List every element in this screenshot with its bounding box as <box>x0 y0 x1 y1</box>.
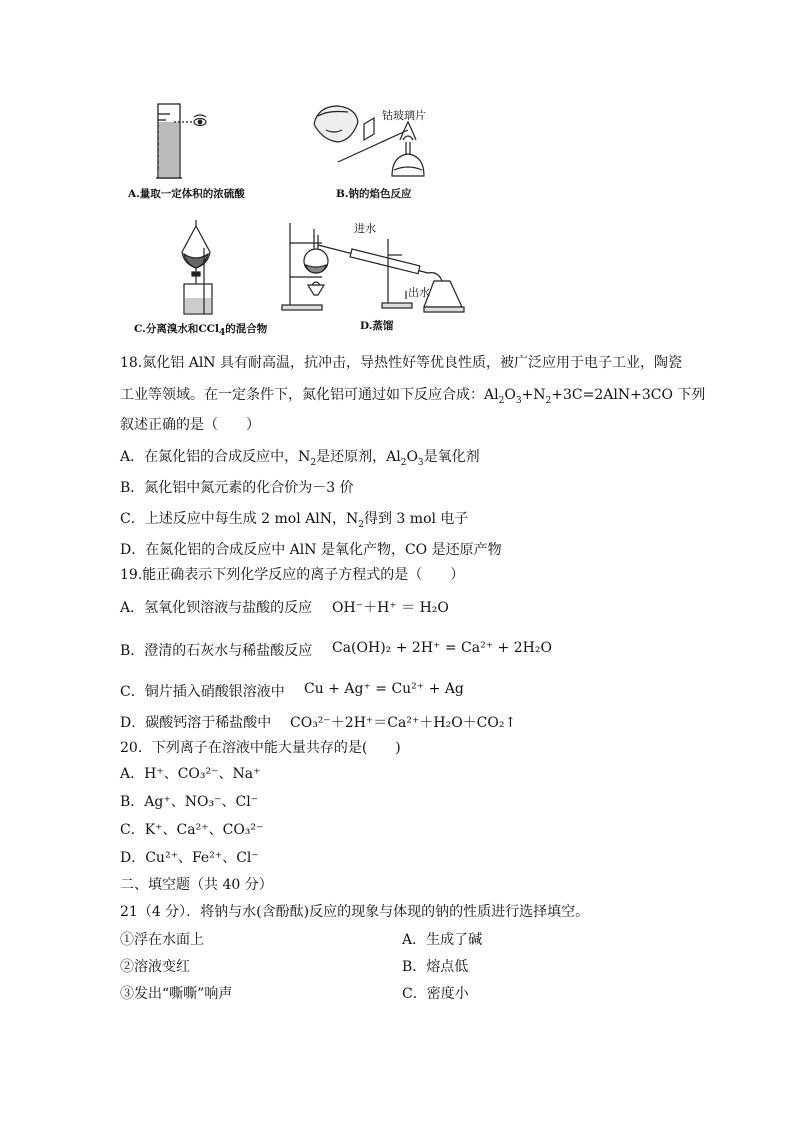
q21-right-item-a: A．生成了碱 <box>402 932 483 948</box>
q18-option-b: B．氮化铝中氮元素的化合价为－3 价 <box>120 480 354 496</box>
q19-option-c-equation: Cu + Ag⁺ = Cu²⁺ + Ag <box>304 681 464 697</box>
q18-line1: 18.氮化铝 AlN 具有耐高温，抗冲击，导热性好等优良性质，被广泛应用于电子工业，陶瓷 <box>120 355 683 371</box>
q18-option-c: C．上述反应中每生成 2 mol AlN，$N_2$得到 3 mol 电子 <box>120 511 469 530</box>
figure-c-separatory-funnel <box>170 218 230 318</box>
figure-c-caption: C.分离溴水和CCl$_4$的混合物 <box>134 323 268 339</box>
q20-stem: 20．下列离子在溶液中能大量共存的是( ) <box>120 740 401 756</box>
q19-option-a-equation: OH⁻＋H⁺ ＝ H₂O <box>332 600 449 616</box>
figure-b-caption: B.钠的焰色反应 <box>336 188 412 200</box>
q19-option-b-equation: Ca(OH)₂ + 2H⁺ = Ca²⁺ + 2H₂O <box>332 640 552 656</box>
figure-d-label-out: 出水 <box>408 286 430 299</box>
q21-left-item-1: ①浮在水面上 <box>120 932 204 948</box>
q21-right-item-c: C．密度小 <box>402 986 469 1002</box>
q20-option-c: C．K⁺、Ca²⁺、CO₃²⁻ <box>120 822 264 838</box>
q21-left-item-2: ②溶液变红 <box>120 959 190 975</box>
figure-b-flame-test <box>308 100 448 200</box>
q19-option-b-text: B．澄清的石灰水与稀盐酸反应 <box>120 643 313 659</box>
q19-stem: 19.能正确表示下列化学反应的离子方程式的是（ ） <box>120 567 465 583</box>
figure-a-caption: A.量取一定体积的浓硫酸 <box>128 188 245 200</box>
q20-option-d: D．Cu²⁺、Fe²⁺、Cl⁻ <box>120 850 259 866</box>
figure-d-label-in: 进水 <box>354 222 376 235</box>
q18-line2: 工业等领域。在一定条件下，氮化铝可通过如下反应合成：$Al_2O_3+N_2+3C=2AlN+3CO$ 下列 <box>120 387 706 406</box>
q21-stem: 21（4 分）．将钠与水(含酚酞)反应的现象与体现的钠的性质进行选择填空。 <box>120 904 590 920</box>
q19-option-c-text: C．铜片插入硝酸银溶液中 <box>120 684 285 700</box>
q19-option-d-text: D．碳酸钙溶于稀盐酸中 <box>120 715 272 731</box>
eye-icon <box>194 115 206 126</box>
q20-option-a: A．H⁺、CO₃²⁻、Na⁺ <box>120 766 261 782</box>
q19-option-d-equation: CO₃²⁻＋2H⁺＝Ca²⁺＋H₂O＋CO₂↑ <box>290 715 517 731</box>
q18-line3: 叙述正确的是（ ） <box>120 417 260 433</box>
q21-left-item-3: ③发出“嘶嘶”响声 <box>120 986 233 1002</box>
figure-b-label: 钴玻璃片 <box>382 109 426 122</box>
q21-right-item-b: B．熔点低 <box>402 959 469 975</box>
q19-option-a-text: A．氢氧化钡溶液与盐酸的反应 <box>120 600 313 616</box>
q18-option-d: D．在氮化铝的合成反应中 AlN 是氧化产物，CO 是还原产物 <box>120 542 502 558</box>
figure-a-cylinder <box>150 100 230 180</box>
figure-d-caption: D.蒸馏 <box>360 320 394 332</box>
section-heading: 二、填空题（共 40 分） <box>120 877 273 893</box>
q18-option-a: A．在氮化铝的合成反应中，$N_2$是还原剂，$Al_2O_3$是氧化剂 <box>120 449 480 468</box>
q20-option-b: B．Ag⁺、NO₃⁻、Cl⁻ <box>120 794 259 810</box>
